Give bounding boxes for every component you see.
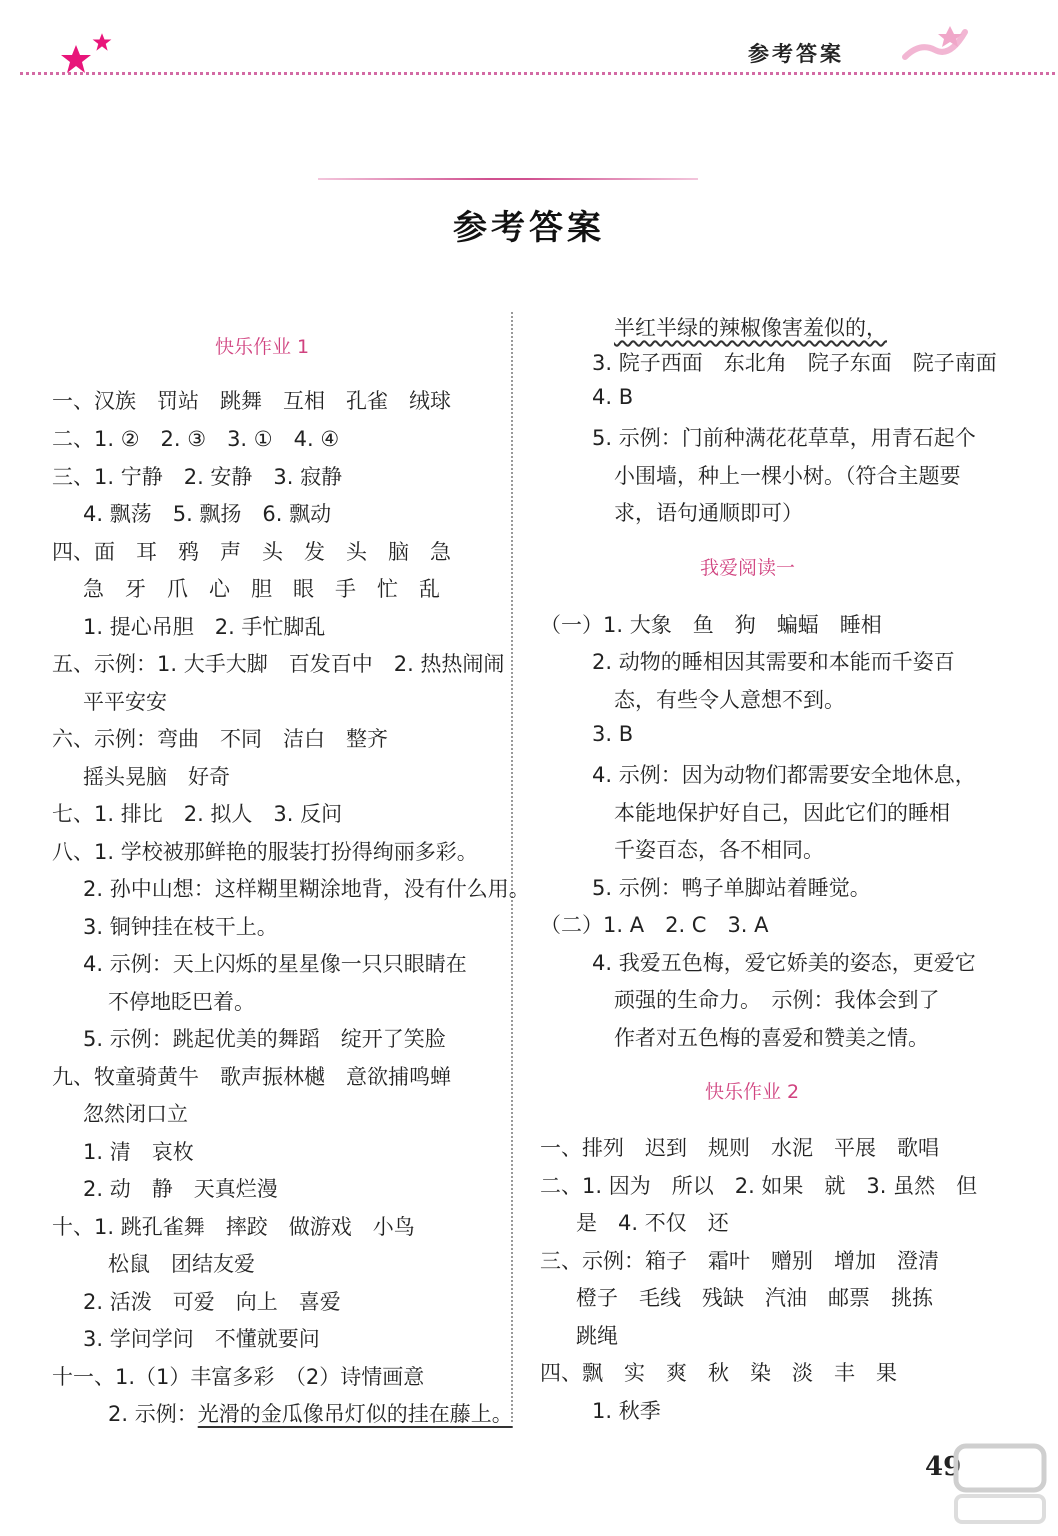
column-divider	[511, 312, 513, 1422]
answer-line: 小围墙，种上一棵小树。（符合主题要	[614, 464, 961, 488]
answer-line: 是 4. 不仅 还	[576, 1211, 729, 1235]
answer-line	[614, 312, 887, 342]
page-number: 49	[925, 1452, 962, 1482]
answer-line: 跳绳	[576, 1324, 618, 1348]
answer-line: 4. 示例：因为动物们都需要安全地休息，	[592, 763, 976, 787]
answer-line: 1. 秋季	[592, 1399, 661, 1423]
section-heading: 我爱阅读一	[700, 557, 796, 579]
answer-line: 4. 示例：天上闪烁的星星像一只只眼睛在	[83, 952, 467, 976]
underlined-text: 光滑的金瓜像吊灯似的挂在藤上。	[197, 1402, 513, 1426]
answer-line: 千姿百态，各不相同。	[614, 838, 824, 862]
header-title: 参考答案	[748, 42, 844, 66]
answer-line: 求，语句通顺即可）	[614, 501, 803, 525]
answer-line: 2. 动物的睡相因其需要和本能而千姿百	[592, 650, 955, 674]
answer-line: 二、1. ② 2. ③ 3. ① 4. ④	[52, 427, 340, 451]
answer-line: （二）1. A 2. C 3. A	[540, 913, 769, 937]
answer-line: 七、1. 排比 2. 拟人 3. 反问	[52, 802, 343, 826]
answer-line	[108, 1398, 513, 1428]
answer-line: 1. 清 哀枚	[83, 1140, 194, 1164]
answer-line: 急 牙 爪 心 胆 眼 手 忙 乱	[83, 577, 440, 601]
answer-line: 2. 活泼 可爱 向上 喜爱	[83, 1290, 341, 1314]
answer-line: 3. 铜钟挂在枝干上。	[83, 915, 278, 939]
answer-line: 3. B	[592, 722, 634, 746]
answer-line: 五、示例：1. 大手大脚 百发百中 2. 热热闹闹	[52, 652, 505, 676]
answer-line: 八、1. 学校被那鲜艳的服装打扮得绚丽多彩。	[52, 840, 478, 864]
answer-line: 三、示例：箱子 霜叶 赠别 增加 澄清	[540, 1249, 939, 1273]
wavy-underlined-text: 半红半绿的辣椒像害羞似的，	[614, 316, 887, 340]
page-title: 参考答案	[453, 208, 605, 248]
answer-line: 2. 孙中山想：这样糊里糊涂地背，没有什么用。	[83, 877, 530, 901]
answer-line: 十、1. 跳孔雀舞 摔跤 做游戏 小鸟	[52, 1215, 415, 1239]
answer-line: 平平安安	[83, 690, 167, 714]
decorative-flourish-icon	[900, 22, 970, 72]
answer-line: 四、面 耳 鸦 声 头 发 头 脑 急	[52, 540, 451, 564]
answer-line: 3. 学问学问 不懂就要问	[83, 1327, 320, 1351]
answer-line: 二、1. 因为 所以 2. 如果 就 3. 虽然 但	[540, 1174, 978, 1198]
section-heading: 快乐作业 2	[705, 1081, 800, 1103]
answer-line: 2. 动 静 天真烂漫	[83, 1177, 278, 1201]
answer-line: 三、1. 宁静 2. 安静 3. 寂静	[52, 465, 343, 489]
answer-line: 橙子 毛线 残缺 汽油 邮票 挑拣	[576, 1286, 933, 1310]
answer-line: 松鼠 团结友爱	[108, 1252, 255, 1276]
answer-line: 摇头晃脑 好奇	[83, 765, 230, 789]
answer-line: 4. 我爱五色梅，爱它娇美的姿态，更爱它	[592, 951, 976, 975]
title-rule	[318, 178, 698, 180]
answer-line: 九、牧童骑黄牛 歌声振林樾 意欲捕鸣蝉	[52, 1065, 451, 1089]
answer-line: 顽强的生命力。 示例：我体会到了	[614, 988, 940, 1012]
section-heading: 快乐作业 1	[215, 336, 310, 358]
answer-line: 四、飘 实 爽 秋 染 淡 丰 果	[540, 1361, 897, 1385]
answer-line: 5. 示例：跳起优美的舞蹈 绽开了笑脸	[83, 1027, 446, 1051]
watermark-logo-icon	[950, 1440, 1050, 1528]
answer-line: 一、汉族 罚站 跳舞 互相 孔雀 绒球	[52, 389, 451, 413]
answer-line: 5. 示例：鸭子单脚站着睡觉。	[592, 876, 871, 900]
answer-line: （一）1. 大象 鱼 狗 蝙蝠 睡相	[540, 613, 882, 637]
answer-line: 一、排列 迟到 规则 水泥 平展 歌唱	[540, 1136, 939, 1160]
answer-line: 1. 提心吊胆 2. 手忙脚乱	[83, 615, 326, 639]
star-icon	[60, 44, 92, 74]
answer-line: 忽然闭口立	[83, 1102, 188, 1126]
answer-line: 不停地眨巴着。	[108, 990, 255, 1014]
answer-line: 4. B	[592, 385, 634, 409]
answer-line: 3. 院子西面 东北角 院子东面 院子南面	[592, 351, 997, 375]
header-divider	[20, 72, 1055, 75]
answer-prefix: 2. 示例：	[108, 1402, 198, 1426]
answer-line: 4. 飘荡 5. 飘扬 6. 飘动	[83, 502, 332, 526]
answer-line: 态，有些令人意想不到。	[614, 688, 845, 712]
answer-line: 六、示例：弯曲 不同 洁白 整齐	[52, 727, 388, 751]
star-icon	[92, 32, 112, 52]
answer-line: 作者对五色梅的喜爱和赞美之情。	[614, 1026, 929, 1050]
answer-line: 十一、1.（1）丰富多彩 （2）诗情画意	[52, 1365, 425, 1389]
answer-line: 本能地保护好自己，因此它们的睡相	[614, 801, 950, 825]
answer-line: 5. 示例：门前种满花花草草，用青石起个	[592, 426, 976, 450]
